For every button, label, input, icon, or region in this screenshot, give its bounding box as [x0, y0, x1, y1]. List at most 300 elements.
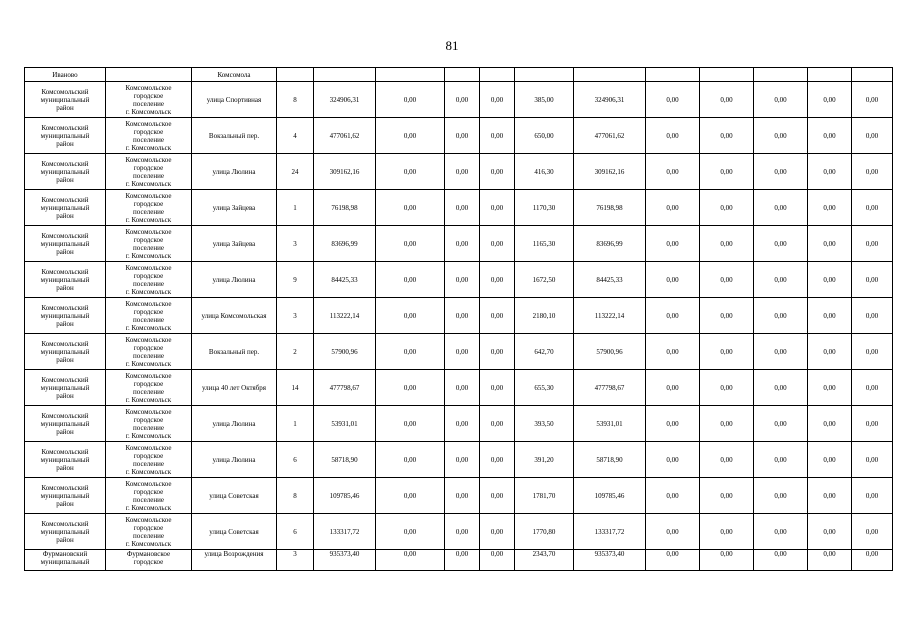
amount-cell: 655,30 [515, 370, 574, 406]
amount-cell: 0,00 [808, 370, 852, 406]
amount-cell: 133317,72 [574, 514, 646, 550]
amount-cell: 0,00 [646, 442, 700, 478]
district-cell [25, 298, 106, 334]
table-cell: Иваново [25, 68, 106, 82]
amount-cell: 0,00 [445, 118, 480, 154]
table-cell [445, 68, 480, 82]
district-cell-line: Комсомольский [41, 303, 89, 312]
amount-cell: 0,00 [852, 262, 893, 298]
amount-cell: 57900,96 [314, 334, 376, 370]
amount-cell: 0,00 [480, 442, 515, 478]
amount-cell: 0,00 [808, 442, 852, 478]
table-row [25, 406, 893, 442]
district-cell-line: район [56, 319, 74, 328]
district-cell-line: Комсомольский [41, 519, 89, 528]
district-cell-line: Комсомольский [41, 483, 89, 492]
settlement-cell-line: Комсомольское [125, 515, 172, 524]
settlement-cell [106, 118, 192, 154]
district-cell-line: район [56, 391, 74, 400]
settlement-cell-line: г. Комсомольск [125, 287, 172, 296]
table-cell [852, 68, 893, 82]
amount-cell: 309162,16 [314, 154, 376, 190]
table-cell [808, 68, 852, 82]
amount-cell: 324906,31 [314, 82, 376, 118]
amount-cell: 109785,46 [314, 478, 376, 514]
amount-cell: 0,00 [376, 190, 445, 226]
settlement-cell-line: поселение [133, 387, 164, 396]
amount-cell: 0,00 [445, 226, 480, 262]
amount-cell: 0,00 [646, 298, 700, 334]
settlement-cell-line: городское [133, 451, 164, 460]
settlement-cell-line: городское [133, 523, 164, 532]
amount-cell: 0,00 [754, 442, 808, 478]
settlement-cell-line: Комсомольское [125, 191, 172, 200]
amount-cell: 0,00 [480, 226, 515, 262]
amount-cell: 0,00 [376, 514, 445, 550]
settlement-cell-line: Комсомольское [125, 155, 172, 164]
amount-cell: 76198,98 [574, 190, 646, 226]
district-cell-line: район [56, 175, 74, 184]
district-cell-line: Фурмановский [42, 550, 88, 558]
district-cell-line: муниципальный [40, 311, 90, 320]
district-cell-line: муниципальный [40, 455, 90, 464]
district-cell-line: район [56, 247, 74, 256]
settlement-cell [106, 226, 192, 262]
district-cell-line: Комсомольский [41, 375, 89, 384]
district-cell-line: муниципальный [40, 419, 90, 428]
house-number-cell: 24 [277, 154, 314, 190]
amount-cell: 2343,70 [515, 550, 574, 571]
amount-cell: 0,00 [646, 154, 700, 190]
settlement-cell-line: поселение [133, 99, 164, 108]
district-cell-line: муниципальный [40, 275, 90, 284]
district-cell [25, 406, 106, 442]
district-cell-line: Комсомольский [41, 87, 89, 96]
street-cell: улица Люлина [192, 406, 277, 442]
amount-cell: 76198,98 [314, 190, 376, 226]
amount-cell: 477798,67 [314, 370, 376, 406]
amount-cell: 0,00 [445, 298, 480, 334]
amount-cell: 0,00 [754, 190, 808, 226]
amount-cell: 0,00 [445, 334, 480, 370]
amount-cell: 0,00 [700, 82, 754, 118]
amount-cell: 0,00 [754, 514, 808, 550]
amount-cell: 0,00 [376, 82, 445, 118]
settlement-cell-line: городское [133, 91, 164, 100]
table-row [25, 298, 893, 334]
district-cell [25, 82, 106, 118]
table-cell: Комсомола [192, 68, 277, 82]
table-cell [515, 68, 574, 82]
house-number-cell: 3 [277, 550, 314, 571]
settlement-cell [106, 478, 192, 514]
amount-cell: 0,00 [852, 478, 893, 514]
settlement-cell-line: г. Комсомольск [125, 179, 172, 188]
amount-cell: 0,00 [646, 478, 700, 514]
district-cell-line: муниципальный [40, 239, 90, 248]
district-cell-line: район [56, 103, 74, 112]
settlement-cell-line: поселение [133, 135, 164, 144]
district-cell [25, 226, 106, 262]
amount-cell: 1165,30 [515, 226, 574, 262]
table-row [25, 190, 893, 226]
district-cell-line: район [56, 463, 74, 472]
district-cell [25, 154, 106, 190]
amount-cell: 0,00 [445, 442, 480, 478]
amount-cell: 0,00 [376, 406, 445, 442]
district-cell-line: район [56, 211, 74, 220]
amount-cell: 84425,33 [314, 262, 376, 298]
settlement-cell-line: городское [133, 307, 164, 316]
amount-cell: 0,00 [700, 118, 754, 154]
amount-cell: 83696,99 [314, 226, 376, 262]
house-number-cell: 8 [277, 82, 314, 118]
amount-cell: 53931,01 [314, 406, 376, 442]
settlement-cell-line: г. Комсомольск [125, 323, 172, 332]
settlement-cell [106, 442, 192, 478]
amount-cell: 0,00 [376, 478, 445, 514]
amount-cell: 416,30 [515, 154, 574, 190]
table-cell [106, 68, 192, 82]
amount-cell: 0,00 [445, 262, 480, 298]
settlement-cell-line: поселение [133, 459, 164, 468]
amount-cell: 0,00 [445, 478, 480, 514]
amount-cell: 0,00 [646, 334, 700, 370]
street-cell: улица Зайцева [192, 190, 277, 226]
amount-cell: 0,00 [700, 226, 754, 262]
amount-cell: 393,50 [515, 406, 574, 442]
amount-cell: 935373,40 [574, 550, 646, 571]
settlement-cell-line: городское [133, 415, 164, 424]
settlement-cell-line: г. Комсомольск [125, 395, 172, 404]
district-cell-line: Комсомольский [41, 267, 89, 276]
settlement-cell-line: г. Комсомольск [125, 215, 172, 224]
settlement-cell-line: г. Комсомольск [125, 143, 172, 152]
settlement-cell [106, 82, 192, 118]
amount-cell: 0,00 [480, 190, 515, 226]
district-cell-line: Комсомольский [41, 195, 89, 204]
district-cell-line: район [56, 283, 74, 292]
district-cell-line: район [56, 139, 74, 148]
district-cell [25, 550, 106, 571]
amount-cell: 0,00 [808, 226, 852, 262]
district-cell-line: Комсомольский [41, 159, 89, 168]
amount-cell: 0,00 [445, 550, 480, 571]
street-cell: улица Люлина [192, 154, 277, 190]
amount-cell: 0,00 [646, 514, 700, 550]
district-cell-line: муниципальный [40, 383, 90, 392]
settlement-cell [106, 334, 192, 370]
amount-cell: 0,00 [852, 82, 893, 118]
street-cell: улица Возрождения [192, 550, 277, 571]
district-cell-line: муниципальный [40, 131, 90, 140]
amount-cell: 1770,80 [515, 514, 574, 550]
amount-cell: 0,00 [754, 406, 808, 442]
settlement-cell-line: городское [133, 127, 164, 136]
amount-cell: 0,00 [700, 154, 754, 190]
settlement-cell-line: Комсомольское [125, 371, 172, 380]
amount-cell: 0,00 [480, 82, 515, 118]
settlement-cell [106, 262, 192, 298]
amount-cell: 935373,40 [314, 550, 376, 571]
settlement-cell [106, 406, 192, 442]
settlement-cell-line: поселение [133, 423, 164, 432]
amount-cell: 0,00 [646, 406, 700, 442]
district-cell [25, 370, 106, 406]
amount-cell: 0,00 [376, 442, 445, 478]
amount-cell: 0,00 [646, 82, 700, 118]
amount-cell: 0,00 [480, 550, 515, 571]
settlement-cell-line: Комсомольское [125, 443, 172, 452]
amount-cell: 0,00 [852, 406, 893, 442]
amount-cell: 0,00 [646, 370, 700, 406]
amount-cell: 83696,99 [574, 226, 646, 262]
amount-cell: 0,00 [700, 298, 754, 334]
amount-cell: 0,00 [376, 298, 445, 334]
housing-register-table [24, 67, 893, 571]
amount-cell: 642,70 [515, 334, 574, 370]
amount-cell: 0,00 [754, 334, 808, 370]
district-cell [25, 190, 106, 226]
settlement-cell-line: г. Комсомольск [125, 431, 172, 440]
district-cell-line: Комсомольский [41, 123, 89, 132]
amount-cell: 0,00 [852, 370, 893, 406]
amount-cell: 0,00 [700, 190, 754, 226]
settlement-cell-line: городское [133, 343, 164, 352]
amount-cell: 0,00 [808, 514, 852, 550]
amount-cell: 0,00 [852, 550, 893, 571]
settlement-cell-line: городское [133, 235, 164, 244]
amount-cell: 0,00 [852, 226, 893, 262]
amount-cell: 0,00 [754, 370, 808, 406]
house-number-cell: 3 [277, 226, 314, 262]
settlement-cell-line: г. Комсомольск [125, 539, 172, 548]
amount-cell: 0,00 [480, 154, 515, 190]
amount-cell: 0,00 [445, 406, 480, 442]
settlement-cell [106, 190, 192, 226]
table-row-partial-bottom [25, 550, 893, 571]
settlement-cell-line: Комсомольское [125, 335, 172, 344]
district-cell [25, 514, 106, 550]
table-row-partial-top [25, 68, 893, 82]
street-cell: улица Люлина [192, 262, 277, 298]
amount-cell: 0,00 [754, 154, 808, 190]
district-cell-line: муниципальный [40, 558, 90, 566]
district-cell-line: район [56, 427, 74, 436]
amount-cell: 0,00 [480, 406, 515, 442]
house-number-cell: 14 [277, 370, 314, 406]
table-row [25, 262, 893, 298]
street-cell: улица 40 лет Октября [192, 370, 277, 406]
house-number-cell: 9 [277, 262, 314, 298]
settlement-cell-line: городское [133, 199, 164, 208]
settlement-cell [106, 514, 192, 550]
amount-cell: 0,00 [808, 550, 852, 571]
district-cell [25, 478, 106, 514]
amount-cell: 0,00 [700, 478, 754, 514]
amount-cell: 0,00 [646, 190, 700, 226]
settlement-cell-line: Комсомольское [125, 119, 172, 128]
amount-cell: 57900,96 [574, 334, 646, 370]
amount-cell: 0,00 [700, 514, 754, 550]
table-row [25, 82, 893, 118]
amount-cell: 0,00 [646, 262, 700, 298]
amount-cell: 0,00 [376, 550, 445, 571]
amount-cell: 1781,70 [515, 478, 574, 514]
amount-cell: 133317,72 [314, 514, 376, 550]
amount-cell: 0,00 [754, 226, 808, 262]
amount-cell: 385,00 [515, 82, 574, 118]
amount-cell: 0,00 [700, 406, 754, 442]
house-number-cell: 1 [277, 406, 314, 442]
table-cell [314, 68, 376, 82]
amount-cell: 0,00 [376, 226, 445, 262]
table-row [25, 226, 893, 262]
amount-cell: 0,00 [852, 442, 893, 478]
settlement-cell-line: городское [133, 163, 164, 172]
table-row [25, 370, 893, 406]
amount-cell: 0,00 [646, 550, 700, 571]
amount-cell: 0,00 [754, 298, 808, 334]
settlement-cell [106, 154, 192, 190]
settlement-cell-line: г. Комсомольск [125, 503, 172, 512]
amount-cell: 0,00 [376, 262, 445, 298]
district-cell-line: муниципальный [40, 491, 90, 500]
amount-cell: 0,00 [480, 514, 515, 550]
settlement-cell-line: г. Комсомольск [125, 251, 172, 260]
settlement-cell [106, 298, 192, 334]
settlement-cell-line: городское [133, 271, 164, 280]
amount-cell: 650,00 [515, 118, 574, 154]
district-cell [25, 118, 106, 154]
amount-cell: 0,00 [445, 190, 480, 226]
amount-cell: 113222,14 [574, 298, 646, 334]
amount-cell: 0,00 [808, 406, 852, 442]
amount-cell: 0,00 [480, 478, 515, 514]
amount-cell: 477798,67 [574, 370, 646, 406]
settlement-cell-line: поселение [133, 495, 164, 504]
amount-cell: 0,00 [700, 370, 754, 406]
table-cell [480, 68, 515, 82]
settlement-cell-line: поселение [133, 243, 164, 252]
amount-cell: 0,00 [376, 154, 445, 190]
amount-cell: 0,00 [852, 514, 893, 550]
amount-cell: 53931,01 [574, 406, 646, 442]
street-cell: Вокзальный пер. [192, 334, 277, 370]
table-row [25, 478, 893, 514]
settlement-cell-line: Комсомольское [125, 479, 172, 488]
district-cell-line: муниципальный [40, 167, 90, 176]
district-cell-line: Комсомольский [41, 231, 89, 240]
amount-cell: 0,00 [852, 190, 893, 226]
house-number-cell: 2 [277, 334, 314, 370]
district-cell-line: Комсомольский [41, 411, 89, 420]
table-row [25, 442, 893, 478]
amount-cell: 0,00 [852, 154, 893, 190]
house-number-cell: 3 [277, 298, 314, 334]
amount-cell: 58718,90 [574, 442, 646, 478]
table-cell [574, 68, 646, 82]
amount-cell: 0,00 [808, 262, 852, 298]
amount-cell: 0,00 [754, 550, 808, 571]
settlement-cell-line: поселение [133, 279, 164, 288]
settlement-cell-line: г. Комсомольск [125, 467, 172, 476]
amount-cell: 0,00 [852, 118, 893, 154]
table-row [25, 334, 893, 370]
amount-cell: 0,00 [808, 190, 852, 226]
district-cell-line: муниципальный [40, 203, 90, 212]
amount-cell: 0,00 [808, 478, 852, 514]
district-cell-line: район [56, 355, 74, 364]
settlement-cell-line: городское [133, 487, 164, 496]
district-cell-line: район [56, 499, 74, 508]
amount-cell: 0,00 [754, 82, 808, 118]
settlement-cell-line: Фурмановское [126, 550, 171, 558]
page-number: 81 [445, 38, 459, 53]
amount-cell: 0,00 [480, 298, 515, 334]
amount-cell: 0,00 [808, 334, 852, 370]
amount-cell: 0,00 [808, 154, 852, 190]
amount-cell: 324906,31 [574, 82, 646, 118]
amount-cell: 1170,30 [515, 190, 574, 226]
street-cell: улица Люлина [192, 442, 277, 478]
amount-cell: 0,00 [852, 334, 893, 370]
amount-cell: 2180,10 [515, 298, 574, 334]
settlement-cell-line: Комсомольское [125, 299, 172, 308]
settlement-cell-line: поселение [133, 315, 164, 324]
amount-cell: 477061,62 [574, 118, 646, 154]
amount-cell: 0,00 [480, 370, 515, 406]
table-cell [277, 68, 314, 82]
amount-cell: 0,00 [700, 262, 754, 298]
house-number-cell: 8 [277, 478, 314, 514]
table-cell [646, 68, 700, 82]
table-cell [754, 68, 808, 82]
amount-cell: 0,00 [852, 298, 893, 334]
amount-cell: 0,00 [445, 514, 480, 550]
amount-cell: 58718,90 [314, 442, 376, 478]
amount-cell: 0,00 [480, 334, 515, 370]
amount-cell: 309162,16 [574, 154, 646, 190]
street-cell: улица Советская [192, 478, 277, 514]
street-cell: улица Зайцева [192, 226, 277, 262]
table-row [25, 514, 893, 550]
settlement-cell [106, 550, 192, 571]
settlement-cell-line: поселение [133, 351, 164, 360]
amount-cell: 0,00 [646, 226, 700, 262]
district-cell [25, 442, 106, 478]
amount-cell: 0,00 [376, 334, 445, 370]
amount-cell: 0,00 [700, 550, 754, 571]
house-number-cell: 1 [277, 190, 314, 226]
settlement-cell-line: городское [133, 558, 164, 566]
street-cell: Вокзальный пер. [192, 118, 277, 154]
amount-cell: 1672,50 [515, 262, 574, 298]
district-cell-line: муниципальный [40, 347, 90, 356]
house-number-cell: 6 [277, 442, 314, 478]
district-cell-line: район [56, 535, 74, 544]
amount-cell: 0,00 [700, 334, 754, 370]
table-row [25, 154, 893, 190]
amount-cell: 0,00 [376, 118, 445, 154]
district-cell-line: муниципальный [40, 95, 90, 104]
amount-cell: 0,00 [445, 82, 480, 118]
amount-cell: 391,20 [515, 442, 574, 478]
amount-cell: 0,00 [646, 118, 700, 154]
amount-cell: 0,00 [754, 118, 808, 154]
settlement-cell-line: Комсомольское [125, 407, 172, 416]
district-cell-line: муниципальный [40, 527, 90, 536]
